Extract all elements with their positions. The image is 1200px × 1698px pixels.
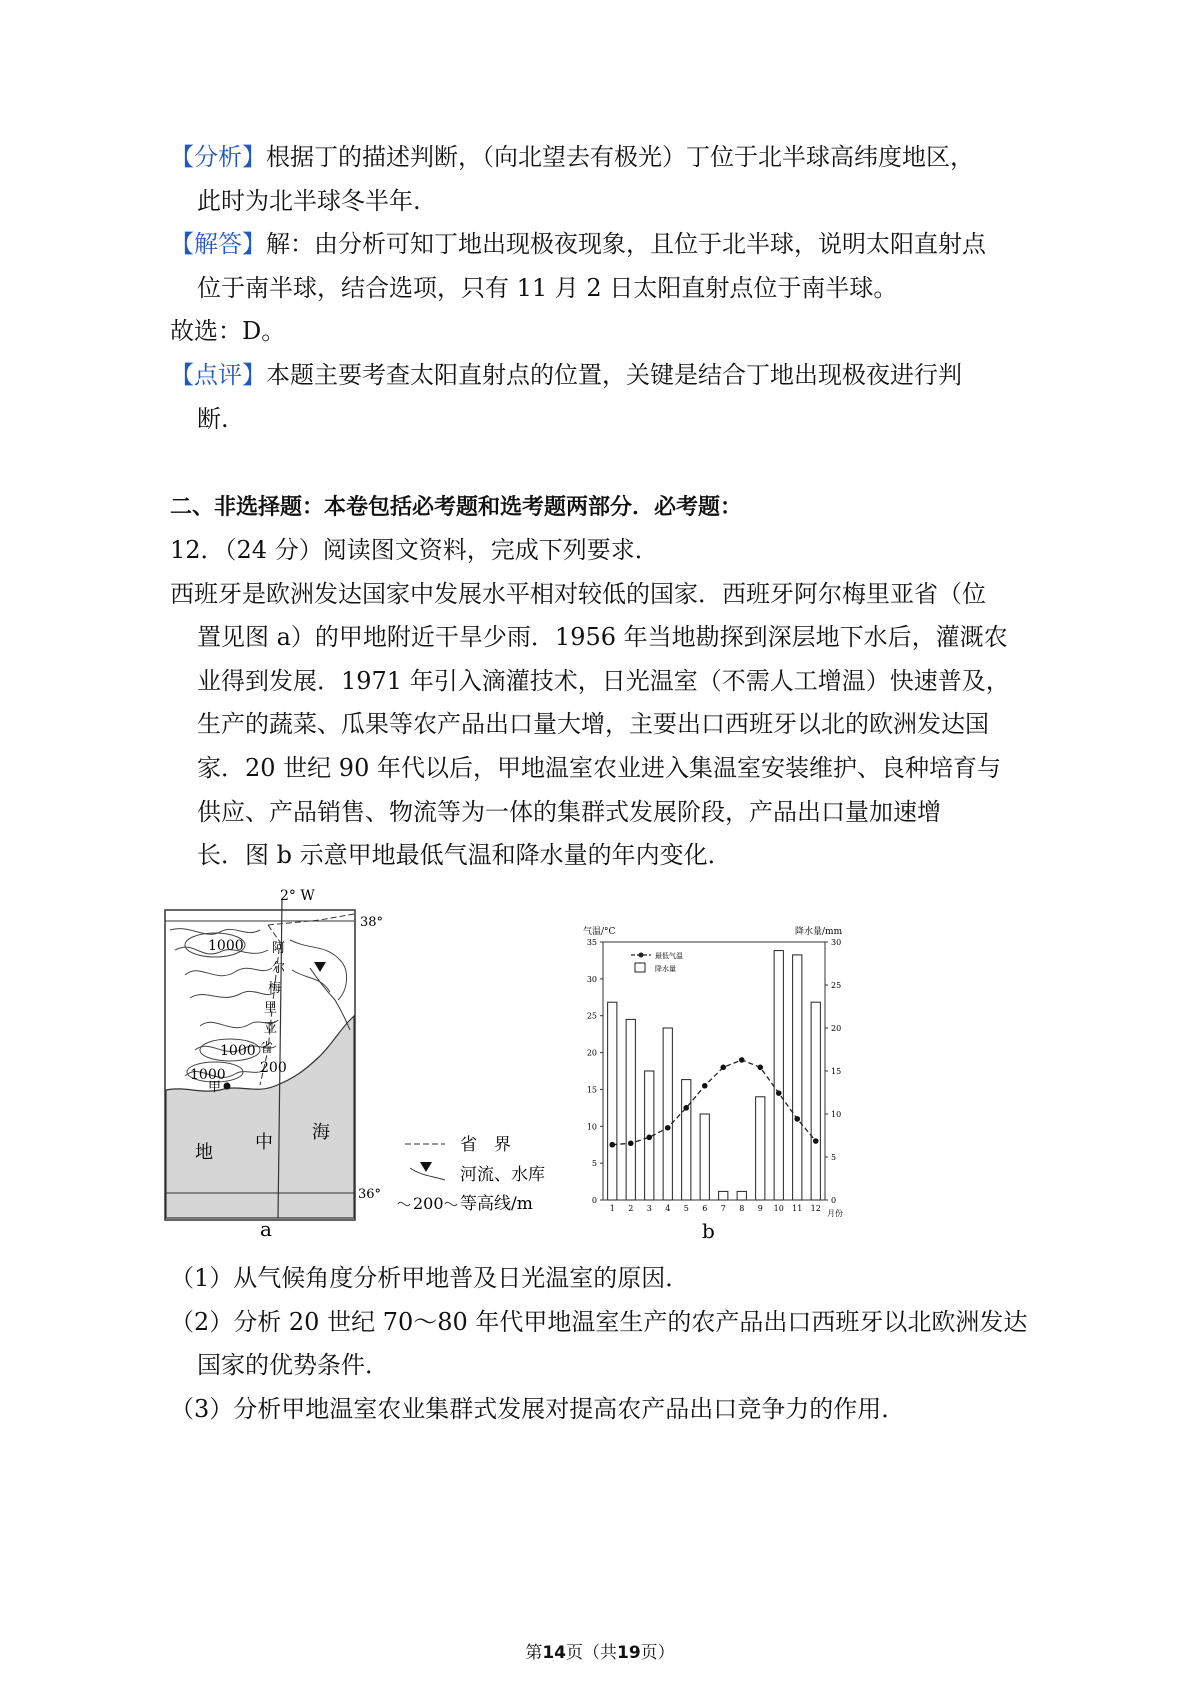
contour-label-1000-a: 1000	[208, 938, 244, 954]
legend-precip-label: 降水量	[655, 965, 676, 973]
province-char-2: 尔	[272, 961, 286, 976]
temp-point	[739, 1057, 745, 1063]
province-char-4: 里	[264, 1001, 278, 1016]
lat-label-top: 38°	[360, 915, 384, 930]
precip-bar	[756, 1097, 765, 1200]
x-tick-label: 7	[720, 1204, 726, 1213]
temp-point	[757, 1065, 763, 1071]
sub-question-2-cont: 国家的优势条件．	[197, 1351, 389, 1379]
review-line-2: 断.	[197, 405, 229, 433]
legend-contour: 等高线/m	[460, 1194, 533, 1214]
legend-temp-label: 最低气温	[655, 952, 683, 960]
question-line-1: 西班牙是欧洲发达国家中发展水平相对较低的国家．西班牙阿尔梅里亚省（位	[170, 580, 986, 608]
analysis-line-1	[170, 142, 974, 172]
y-left-tick-label: 5	[591, 1159, 597, 1169]
sea-char-3: 海	[312, 1122, 330, 1143]
question-line-2: 置见图 a）的甲地附近干旱少雨．1956 年当地勘探到深层地下水后，灌溉农	[197, 623, 1008, 651]
province-char-1: 阿	[272, 941, 286, 956]
temp-point	[794, 1116, 800, 1122]
review-tag: 【点评】	[170, 361, 266, 389]
question-line-5: 家．20 世纪 90 年代以后，甲地温室农业进入集温室安装维护、良种培育与	[197, 754, 1001, 782]
precip-bar	[608, 1002, 617, 1200]
y-right-tick-label: 20	[831, 1024, 842, 1033]
question-header: 12．（24 分）阅读图文资料，完成下列要求．	[170, 536, 659, 564]
precip-bar	[700, 1114, 709, 1200]
precip-bar	[719, 1191, 728, 1200]
temp-point	[683, 1105, 689, 1111]
temp-point	[776, 1090, 782, 1096]
legend-contour-sample: 200	[413, 1194, 444, 1213]
precip-bar	[737, 1191, 746, 1200]
y-right-tick-label: 25	[831, 981, 842, 990]
x-tick-label: 3	[646, 1204, 652, 1213]
sub-question-3: （3）分析甲地温室农业集群式发展对提高农产品出口竞争力的作用．	[170, 1395, 906, 1423]
legend-river: 河流、水库	[460, 1165, 545, 1185]
x-tick-label: 11	[792, 1204, 803, 1213]
contour-label-200: 200	[260, 1060, 287, 1076]
sea-char-2: 中	[255, 1132, 273, 1153]
province-char-5: 亚	[264, 1021, 278, 1036]
precip-bar	[793, 955, 802, 1200]
sea-char-1: 地	[195, 1142, 213, 1163]
footer-page: 14	[542, 1643, 566, 1663]
temp-point	[702, 1083, 708, 1089]
sub-question-1: （1）从气候角度分析甲地普及日光温室的原因．	[170, 1264, 690, 1292]
x-axis-unit: 月份	[827, 1209, 843, 1218]
precip-bar	[663, 1028, 672, 1200]
temp-point	[609, 1142, 615, 1148]
precip-bar	[682, 1080, 691, 1200]
question-line-4: 生产的蔬菜、瓜果等农产品出口量大增，主要出口西班牙以北的欧洲发达国	[197, 710, 989, 738]
question-line-3: 业得到发展．1971 年引入滴灌技术，日光温室（不需人工增温）快速普及，	[197, 667, 1010, 695]
province-char-3: 梅	[268, 981, 282, 996]
temp-point	[720, 1065, 726, 1071]
sub-question-2: （2）分析 20 世纪 70～80 年代甲地温室生产的农产品出口西班牙以北欧洲发达	[170, 1308, 1028, 1336]
review-text-1: 本题主要考查太阳直射点的位置，关键是结合丁地出现极夜进行判	[266, 361, 962, 389]
site-label: 甲	[208, 1080, 222, 1095]
y-right-axis-label: 降水量/mm	[795, 927, 843, 937]
temp-point	[628, 1140, 634, 1146]
temp-point	[813, 1138, 819, 1144]
y-right-tick-label: 0	[831, 1196, 837, 1205]
y-left-tick-label: 30	[586, 974, 597, 984]
province-char-6: 省	[260, 1041, 274, 1056]
y-right-tick-label: 10	[831, 1110, 842, 1119]
section-title: 二、非选择题：本卷包括必考题和选考题两部分．必考题：	[170, 495, 743, 520]
contour-label-1000-b: 1000	[220, 1043, 256, 1059]
contour-label-1000-c: 1000	[190, 1067, 226, 1083]
question-line-7: 长．图 b 示意甲地最低气温和降水量的年内变化．	[197, 841, 732, 869]
figure-b-label: b	[702, 1219, 715, 1240]
y-left-tick-label: 35	[586, 938, 597, 947]
footer-total: 19	[617, 1643, 641, 1663]
x-tick-label: 12	[810, 1204, 821, 1213]
figure-b-chart	[555, 920, 865, 1240]
y-left-tick-label: 10	[586, 1122, 597, 1132]
answer-tag: 【解答】	[170, 230, 266, 258]
answer-line-2: 位于南半球，结合选项，只有 11 月 2 日太阳直射点位于南半球。	[197, 274, 898, 302]
y-right-tick-label: 5	[831, 1153, 837, 1162]
precip-bar	[811, 1002, 820, 1200]
figure-a-map	[160, 880, 580, 1240]
temp-point	[646, 1135, 652, 1141]
lat-label-bottom: 36°	[358, 1187, 382, 1202]
answer-choice: 故选：D。	[170, 317, 286, 345]
x-tick-label: 1	[609, 1204, 615, 1213]
precip-bar	[626, 1019, 635, 1200]
x-tick-label: 10	[773, 1204, 784, 1213]
x-tick-label: 5	[683, 1204, 689, 1213]
review-line-1	[170, 360, 962, 390]
page-footer	[0, 1638, 1200, 1663]
x-tick-label: 6	[702, 1204, 708, 1213]
precip-bar	[774, 951, 783, 1200]
footer-suffix: 页）	[640, 1643, 675, 1663]
y-right-tick-label: 15	[831, 1067, 842, 1076]
site-point	[224, 1083, 231, 1090]
answer-line-1	[170, 229, 986, 259]
answer-text-1: 解：由分析可知丁地出现极夜现象，且位于北半球，说明太阳直射点	[266, 230, 986, 258]
y-left-axis-label: 气温/°C	[583, 927, 616, 937]
y-left-tick-label: 20	[586, 1048, 597, 1058]
x-tick-label: 9	[757, 1204, 763, 1213]
y-left-tick-label: 0	[591, 1196, 597, 1205]
legend-boundary: 省 界	[460, 1135, 511, 1155]
x-tick-label: 4	[665, 1204, 671, 1213]
y-left-tick-label: 15	[586, 1085, 597, 1095]
y-left-tick-label: 25	[586, 1011, 597, 1021]
x-tick-label: 8	[739, 1204, 745, 1213]
footer-mid: 页（共	[566, 1643, 617, 1663]
footer-prefix: 第	[525, 1643, 543, 1663]
y-right-tick-label: 30	[831, 938, 842, 947]
lon-label: 2° W	[280, 888, 315, 904]
question-line-6: 供应、产品销售、物流等为一体的集群式发展阶段，产品出口量加速增	[197, 798, 941, 826]
analysis-text-1: 根据丁的描述判断，（向北望去有极光）丁位于北半球高纬度地区，	[266, 143, 974, 171]
analysis-tag: 【分析】	[170, 143, 266, 171]
temp-point	[665, 1125, 671, 1131]
figure-a-label: a	[260, 1217, 272, 1240]
legend-temp-marker	[639, 953, 644, 958]
analysis-line-2: 此时为北半球冬半年.	[197, 187, 421, 215]
x-tick-label: 2	[628, 1204, 634, 1213]
